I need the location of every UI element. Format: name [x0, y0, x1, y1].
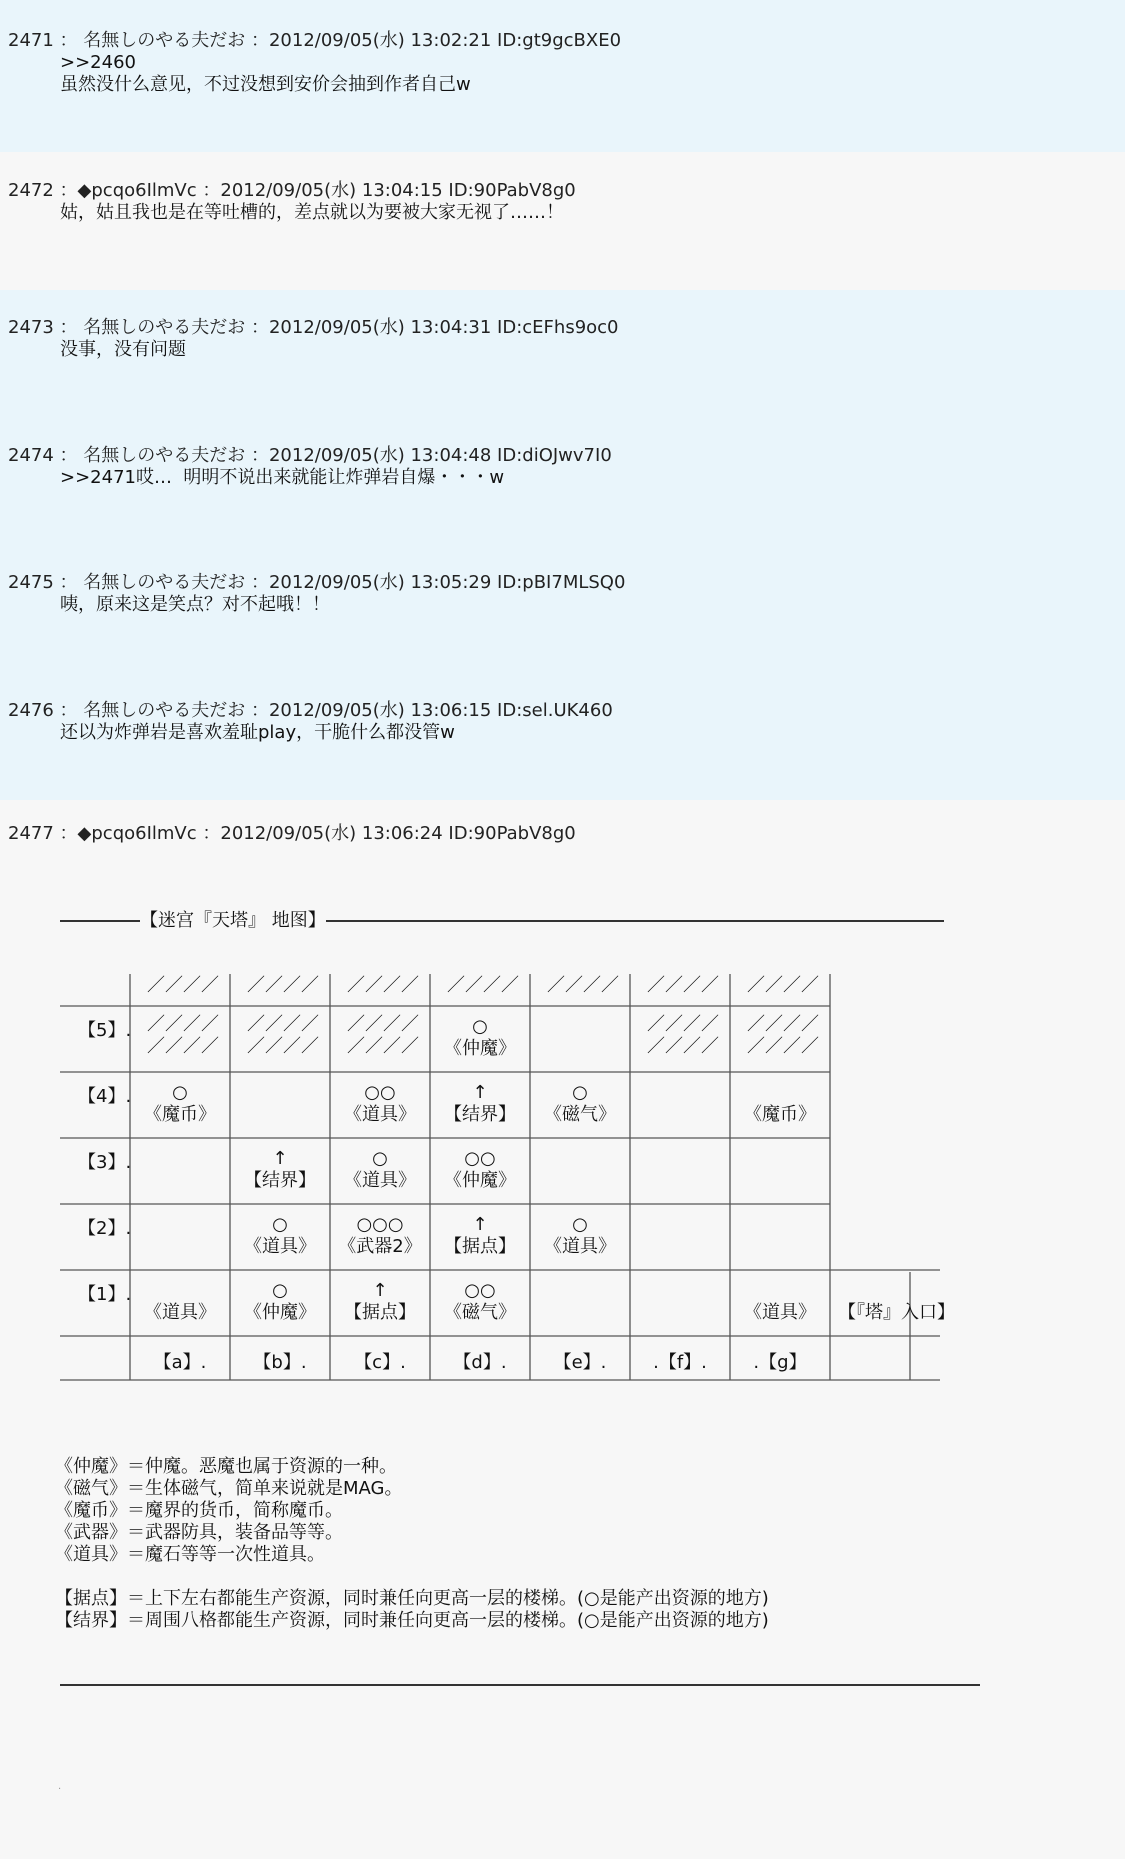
map-cell: ○ 《道具》 [544, 1214, 616, 1257]
map-cell: ○○ 《仲魔》 [444, 1148, 516, 1191]
map-legend: 《仲魔》＝仲魔。恶魔也属于资源的一种。 《磁气》＝生体磁气，简单来说就是MAG。 《魔币》＝魔界的货币，简称魔币。 《武器》＝武器防具，装备品等等。 《道具》＝魔石等等一次性道具。 【据点】＝上下左右都能生产资源，同时兼任向更高一层的楼梯。(○是能产出资源的地方) 【结界】＝周围八格都能生产资源，同时兼任向更高一层的楼梯。(○是能产出资源的地方) [55, 1456, 769, 1631]
hatch-cell: ／／／／ ／／／／ [347, 1014, 419, 1057]
title-rule-left [60, 920, 140, 922]
row-label: 【3】. [78, 1152, 132, 1173]
map-cell: ○ 《魔币》 [144, 1082, 216, 1125]
tower-entrance: 【『塔』入口】 [838, 1302, 955, 1323]
post [0, 0, 1125, 152]
post-header: 2473 ： 名無しのやる夫だお ：2012/09/05(水) 13:04:31 ID:cEFhs9oc0 [8, 317, 619, 338]
post-header: 2477 ：◆pcqo6IlmVc ：2012/09/05(水) 13:06:24 ID:90PabV8g0 [8, 823, 576, 844]
map-title-line [60, 906, 944, 932]
row-label: 【1】. [78, 1284, 132, 1305]
column-label: .【g】 [753, 1352, 807, 1373]
hatch-strip: ／／／／ [547, 975, 619, 996]
map-cell: ○ 《道具》 [244, 1214, 316, 1257]
map-cell: ↑ 【结界】 [444, 1082, 516, 1125]
map-cell: ○ 《仲魔》 [444, 1016, 516, 1059]
hatch-cell: ／／／／ ／／／／ [647, 1014, 719, 1057]
post [0, 152, 1125, 290]
post-body: 还以为炸弹岩是喜欢羞耻play，干脆什么都没管w [60, 722, 455, 743]
column-label: 【a】. [153, 1352, 207, 1373]
post [0, 545, 1125, 673]
hatch-cell: ／／／／ ／／／／ [147, 1014, 219, 1057]
map-grid [0, 800, 1125, 1859]
post-header: 2471 ： 名無しのやる夫だお ：2012/09/05(水) 13:02:21 ID:gt9gcBXE0 [8, 30, 622, 51]
row-label: 【2】. [78, 1218, 132, 1239]
stray-dot: . [58, 1781, 62, 1792]
post-body: >>2471哎… 明明不说出来就能让炸弹岩自爆・・・w [60, 467, 505, 488]
post-header: 2474 ： 名無しのやる夫だお ：2012/09/05(水) 13:04:48 ID:diOJwv7I0 [8, 445, 612, 466]
column-label: 【c】. [354, 1352, 406, 1373]
post-header: 2472 ：◆pcqo6IlmVc ：2012/09/05(水) 13:04:15 ID:90PabV8g0 [8, 180, 576, 201]
column-label: 【b】. [253, 1352, 307, 1373]
bottom-rule [60, 1684, 980, 1686]
post [0, 673, 1125, 800]
map-cell: ↑ 【结界】 [244, 1148, 316, 1191]
hatch-strip: ／／／／ [347, 975, 419, 996]
hatch-strip: ／／／／ [247, 975, 319, 996]
post [0, 290, 1125, 417]
post-header: 2475 ： 名無しのやる夫だお ：2012/09/05(水) 13:05:29 ID:pBI7MLSQ0 [8, 572, 626, 593]
column-label: 【d】. [453, 1352, 507, 1373]
map-cell: ○○ 《道具》 [344, 1082, 416, 1125]
hatch-strip: ／／／／ [747, 975, 819, 996]
post-header: 2476 ： 名無しのやる夫だお ：2012/09/05(水) 13:06:15 ID:sel.UK460 [8, 700, 613, 721]
row-label: 【5】. [78, 1020, 132, 1041]
map-title: 【迷宫『天塔』 地图】 [140, 910, 326, 931]
dungeon-map [0, 800, 1125, 1859]
map-cell: 《道具》 [144, 1302, 216, 1323]
row-label: 【4】. [78, 1086, 132, 1107]
post-body: 姑，姑且我也是在等吐槽的，差点就以为要被大家无视了……！ [60, 202, 564, 223]
map-cell: 《魔币》 [744, 1104, 816, 1125]
hatch-cell: ／／／／ ／／／／ [247, 1014, 319, 1057]
column-label: 【e】. [553, 1352, 607, 1373]
map-cell: ○ 《仲魔》 [244, 1280, 316, 1323]
hatch-strip: ／／／／ [147, 975, 219, 996]
map-cell: ○○○ 《武器2》 [338, 1214, 422, 1257]
title-rule-right [326, 920, 944, 922]
post-body: >>2460 虽然没什么意见，不过没想到安价会抽到作者自己w [60, 52, 471, 95]
post [0, 417, 1125, 545]
map-cell: ○ 《道具》 [344, 1148, 416, 1191]
map-cell: ↑ 【据点】 [344, 1280, 416, 1323]
hatch-strip: ／／／／ [647, 975, 719, 996]
map-cell: 《道具》 [744, 1302, 816, 1323]
column-label: .【f】. [653, 1352, 707, 1373]
map-cell: ○○ 《磁气》 [444, 1280, 516, 1323]
post-body: 没事，没有问题 [60, 339, 186, 360]
post-body: 咦，原来这是笑点？对不起哦！！ [60, 594, 330, 615]
hatch-strip: ／／／／ [447, 975, 519, 996]
map-cell: ↑ 【据点】 [444, 1214, 516, 1257]
map-cell: ○ 《磁气》 [544, 1082, 616, 1125]
hatch-cell: ／／／／ ／／／／ [747, 1014, 819, 1057]
